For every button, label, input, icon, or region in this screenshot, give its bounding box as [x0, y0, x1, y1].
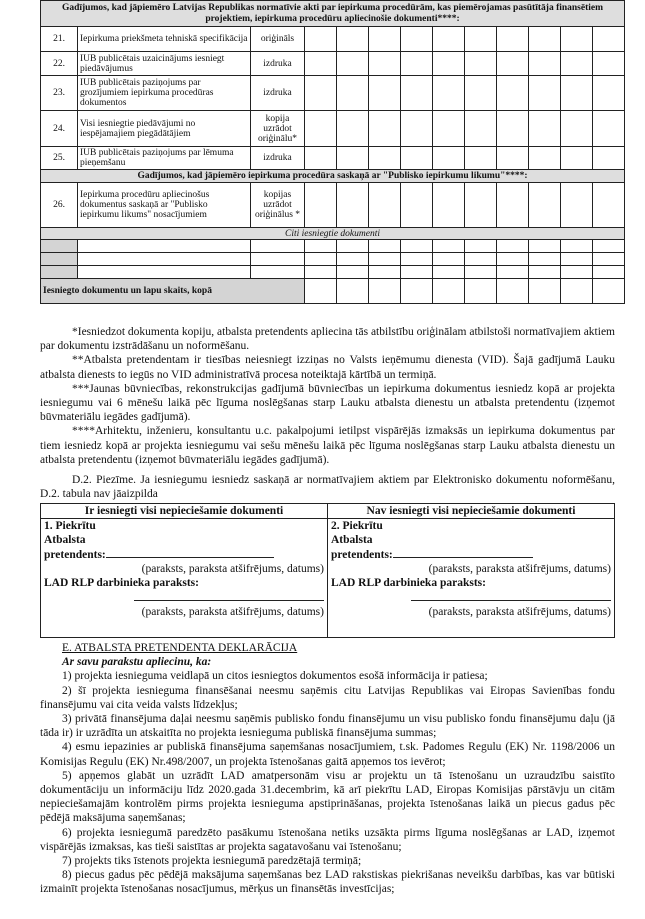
- row-number: 26.: [41, 183, 78, 228]
- table-row: [41, 253, 625, 266]
- row-form: kopija uzrādot oriģinālu*: [251, 111, 305, 147]
- section2-title: Gadījumos, kad jāpiemēro iepirkuma procedūra saskaņā ar "Publisko iepirkumu likumu"****:: [41, 170, 625, 183]
- documents-table: [40, 0, 625, 304]
- applicant-label-2: pretendents:: [331, 549, 393, 561]
- table-row: [41, 76, 625, 111]
- lad-signature-label: LAD RLP darbinieka paraksts:: [44, 577, 199, 589]
- applicant-label-2: pretendents:: [44, 549, 106, 561]
- signature-line[interactable]: [393, 547, 533, 558]
- declaration-title: E. ATBALSTA PRETENDENTA DEKLARĀCIJA: [62, 642, 298, 654]
- other-docs-title: Citi iesniegtie dokumenti: [41, 228, 625, 240]
- declaration-item: 6) projekta iesniegumā paredzēto pasākumu īstenošana netiks uzsākta pirms līguma noslēgšanas ar LAD, izņemot vispārējās izmaksas, kas tieši saistītas ar projekta sagatavošanu vai īstenošanu;: [40, 826, 615, 853]
- section1-title: Gadījumos, kad jāpiemēro Latvijas Republikas normatīvie akti par iepirkuma procedūrām, kas piemērojamas pasūtītāja finansētiem projektiem, iepirkuma procedūru apliecinošie dokumenti****:: [41, 1, 625, 27]
- table-row: [41, 183, 625, 228]
- signature-line[interactable]: [106, 547, 274, 558]
- total-row: [41, 279, 625, 304]
- lad-signature-hint: (paraksts, paraksta atšifrējums, datums): [141, 606, 324, 618]
- footnote: **Atbalsta pretendentam ir tiesības neiesniegt izziņas no Valsts ieņēmumu dienesta (VID). Šajā gadījumā Lauku atbalsta dienests to iegūs no VID administratīvā procesa noteiktajā kārtībā un termiņā.: [40, 354, 615, 381]
- col1-header: Ir iesniegti visi nepieciešamie dokumenti: [41, 504, 328, 519]
- signature-hint: (paraksts, paraksta atšifrējums, datums): [141, 563, 324, 575]
- row-number: 25.: [41, 147, 78, 170]
- total-label: Iesniegto dokumentu un lapu skaits, kopā: [41, 279, 305, 304]
- row-description: Visi iesniegtie piedāvājumi no iespējamajiem piegādātājiem: [78, 111, 251, 147]
- row-description: IUB publicētais paziņojums par grozījumiem iepirkuma procedūras dokumentos: [78, 76, 251, 111]
- declaration-item: 2) šī projekta iesnieguma finansēšanai neesmu saņēmis citu Latvijas Republikas vai Eiropas Savienības fondu finansējumu vai cita veida valsts līdzekļus;: [40, 684, 615, 711]
- row-number: 21.: [41, 27, 78, 52]
- agree-label: 2. Piekrītu: [331, 520, 383, 532]
- d2-note: D.2. Piezīme. Ja iesniegumu iesniedz saskaņā ar normatīvajiem aktiem par Elektronisko dokumentu noformēšanu, D.2. tabula nav jāaizpilda: [40, 474, 615, 501]
- declaration-intro: Ar savu parakstu apliecinu, ka:: [62, 656, 212, 669]
- row-number: 24.: [41, 111, 78, 147]
- declaration-item: 5) apņemos glabāt un uzrādīt LAD amatpersonām visu ar projektu un tā īstenošanu un uzraudzību saistīto dokumentāciju un informāciju līdz 2020.gada 31.decembrim, kā arī piekrītu LAD, Eiropas Komisijas pārstāvju un citām nepieciešamajām kontrolēm pirms projekta iesnieguma apstiprināšanas, projekta īstenošanas laikā un piecus gadus pēc pēdējā maksājuma saņemšanas;: [40, 769, 615, 825]
- declaration-item: 4) esmu iepazinies ar publiskā finansējuma saņemšanas nosacījumiem, t.sk. Padomes Regulu (EK) Nr. 1198/2006 un Komisijas Regulu (EK) Nr.498/2007, un projekta īstenošanas gaitā apņemos tos ievērot;: [40, 741, 615, 768]
- lad-signature-line[interactable]: [134, 590, 324, 601]
- lad-signature-line[interactable]: [411, 590, 611, 601]
- d2-note-block: [40, 473, 615, 501]
- table-row: [41, 111, 625, 147]
- col2-header: Nav iesniegti visi nepieciešamie dokumenti: [328, 504, 615, 519]
- section-header-row: [41, 1, 625, 27]
- footnote: ****Arhitektu, inženieru, konsultantu u.c. pakalpojumi ietilpst vispārējās izmaksās un iepirkuma dokumentus par tiem iesniedz kopā ar projekta iesniegumu vai sešu mēnešu laikā pēc līguma noslēgšanas starp Lauku atbalsta dienestu un atbalsta pretendentu (izņemot būvmateriālu iegādes gadījumā).: [40, 425, 615, 466]
- signature-hint: (paraksts, paraksta atšifrējums, datums): [428, 563, 611, 575]
- applicant-label-1: Atbalsta: [44, 534, 86, 546]
- footnote: ***Jaunas būvniecības, rekonstrukcijas gadījumā būvniecības un iepirkuma dokumentus iesniedz kopā ar projekta iesniegumu vai 6 mēnešu laikā pēc līguma noslēgšanas starp Lauku atbalsta dienestu un atbalsta pretendentu (izņemot būvmateriālu iegādes gadījumā).: [40, 382, 615, 424]
- table-row: [41, 240, 625, 253]
- declaration-item: 7) projekts tiks īstenots projekta iesniegumā paredzētajā termiņā;: [62, 855, 362, 868]
- footnotes: [40, 325, 615, 467]
- agree-label: 1. Piekrītu: [44, 520, 96, 532]
- row-form: izdruka: [251, 147, 305, 170]
- row-description: IUB publicētais paziņojums par lēmuma pieņemšanu: [78, 147, 251, 170]
- table-row: [41, 266, 625, 279]
- row-description: Iepirkuma procedūru apliecinošus dokumentus saskaņā ar "Publisko iepirkumu likums" nosacījumiem: [78, 183, 251, 228]
- section-header-row: [41, 170, 625, 183]
- row-form: oriģināls: [251, 27, 305, 52]
- lad-signature-label: LAD RLP darbinieka paraksts:: [331, 577, 486, 589]
- table-row: [41, 27, 625, 52]
- footnote: *Iesniedzot dokumenta kopiju, atbalsta pretendents apliecina tās atbilstību oriģinālam atbilstoši normatīvajiem aktiem par dokumentu izstrādāšanu un noformēšanu.: [40, 326, 615, 353]
- declaration-item: 3) privātā finansējuma daļai neesmu saņēmis publisko fondu finansējumu un visu publisko fondu finansējumu daļu (jā tāda ir) ir uzrādīta un atskaitīta no projekta iesnieguma publiskā finansējuma summas;: [40, 713, 615, 740]
- signature-cell-1: [41, 519, 328, 638]
- signature-table: [40, 503, 615, 638]
- row-number: 22.: [41, 52, 78, 76]
- table-row: [41, 147, 625, 170]
- row-number: 23.: [41, 76, 78, 111]
- row-form: kopijas uzrādot oriģinālus *: [251, 183, 305, 228]
- lad-signature-hint: (paraksts, paraksta atšifrējums, datums): [428, 606, 611, 618]
- row-form: izdruka: [251, 52, 305, 76]
- applicant-label-1: Atbalsta: [331, 534, 373, 546]
- row-description: IUB publicētais uzaicinājums iesniegt piedāvājumus: [78, 52, 251, 76]
- declaration-item: 1) projekta iesnieguma veidlapā un citos iesniegtos dokumentos esošā informācija ir patiesa;: [62, 670, 488, 683]
- table-row: [41, 52, 625, 76]
- row-description: Iepirkuma priekšmeta tehniskā specifikācija: [78, 27, 251, 52]
- declaration-section: [40, 641, 615, 897]
- signature-cell-2: [328, 519, 615, 638]
- row-form: izdruka: [251, 76, 305, 111]
- subsection-header-row: [41, 228, 625, 240]
- declaration-item: 8) piecus gadus pēc pēdējā maksājuma saņemšanas bez LAD rakstiskas piekrišanas neveikšu darbības, kas var būtiski izmainīt projekta īstenošanas nosacījumus, mērķus un finansētās investīcijas;: [40, 869, 615, 896]
